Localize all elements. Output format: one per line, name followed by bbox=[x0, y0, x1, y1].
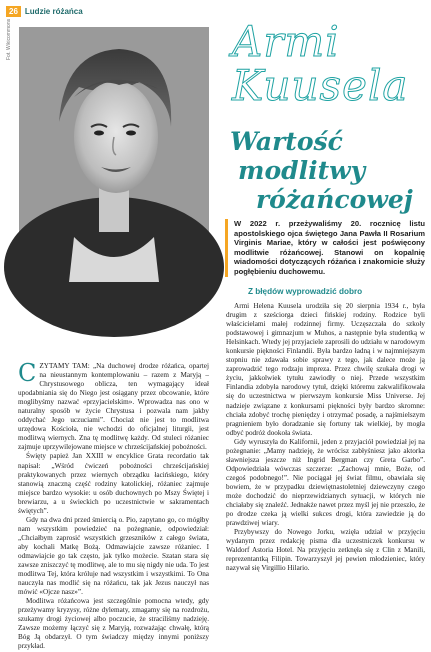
headline-line-3: różańcowej bbox=[256, 185, 413, 214]
body-paragraph: Armi Helena Kuusela urodziła się 20 sierpnia 1934 r., była drugim z sześciorga dzieci fińskiej rodziny. Rodzice byli właścicielami małej rodzinnej firmy. Uczęszczała do szkoły podstawowej i gimnazjum w Muhos, a następnie była studentką w Helsinkach. Wtedy jej przyjaciele zaprosili do udziału w narodowym konkursie piękności Finlandii. Była bardzo ładną i w najmniejszym stopniu nie zdawała sobie sprawy z tego, jak dalece może ją zaprowadzić tego rodzaju impreza. Przez chwilę szukała drogi w życiu, jakkolwiek tytułu zawiodły o niej. Przede wszystkim Finlandia zdobyła narodowy tytuł, dzięki któremu zakwalifikowała się do uczestnictwa w pierwszym konkursie Miss Universe. Jej nadzieje związane z konkursami piękności były bardzo skromne: chciała zdobyć trochę pieniędzy i otrzymać posadę, a najśmielszym pragnieniem było doradzanie się fortuny tak wielkiej, by mogła odbyć podróż dookoła świata. bbox=[226, 302, 425, 437]
photo-credit: Fot. Wikicommons bbox=[6, 18, 12, 60]
section-subheading: Z błędów wyprowadzić dobro bbox=[248, 287, 363, 296]
portrait-photo bbox=[19, 27, 209, 282]
portrait-illustration bbox=[19, 27, 209, 282]
body-paragraph: Gdy na dwa dni przed śmiercią o. Pio, zapytano go, co mógłby nam wszystkim powiedzieć na pożegnanie, odpowiedział: „Chciałbym zaprosić wszystkich grzeszników z całego świata, aby kochali Matkę Bożą. Odmawiajcie zawsze różaniec. I odmawiajcie go tak często, jak tylko możecie. Szatan stara się zawsze zniszczyć tę modlitwę, ale to mu się nigdy nie uda. To jest modlitwa Tej, która króluje nad wszystkim i wszystkimi. To Ona nauczyła nas modlić się na różańcu, tak jak Jezus nauczył nas mówić «Ojcze nasz»”. bbox=[18, 515, 209, 597]
body-paragraph: Święty papież Jan XXIII w encyklice Grata recordatio tak napisał: „Wśród ćwiczeń pobożności chrześcijańskiej praktykowanych przez wiernych obrządku łacińskiego, który stanowią znaczną część rodziny katolickiej, różaniec zajmuje miejsce bardzo wysokie: u osób duchownych po Mszy Świętej i brewiarzu, a u świeckich po uczestnictwie w sakramentach świętych”. bbox=[18, 452, 209, 515]
headline-line-2: modlitwy bbox=[238, 156, 366, 185]
body-paragraph: Przybywszy do Nowego Jorku, wzięła udział w przyjęciu wydanym przez redakcję pisma dla uczestniczek konkursu w Waldorf Astoria Hotel. Na przyjęciu zetknęła się z Clin z Manili, reprezentantką Filipin. Towarzyszył jej pewien młodzieniec, który nazywał się Virgillio Hilario. bbox=[226, 528, 425, 573]
right-column bbox=[226, 302, 425, 573]
section-name: Ludzie różańca bbox=[24, 7, 83, 16]
lead-text: W 2022 r. przeżywaliśmy 20. rocznicę listu apostolskiego ojca świętego Jana Pawła II Rosarium Virginis Mariae, który w całości jest poświęcony modlitwie różańcowej. Stanowi on kopalnię wiadomości dotyczących różańca i znakomicie służy pogłębieniu duchowemu. bbox=[234, 219, 425, 276]
left-column bbox=[18, 359, 209, 652]
title-first-name: Armi bbox=[232, 17, 340, 66]
article-title-name bbox=[222, 17, 422, 110]
page-header bbox=[6, 6, 83, 17]
body-paragraph: ZYTAMY TAM: „Na duchowej drodze różańca, opartej na nieustannym kontemplowaniu – razem z Maryją – Chrystusowego oblicza, ten wymagający ideał upodabniania się do Niego jest osiągany przez obcowanie, które moglibyśmy nazwać «przyjacielskim». Wprowadza nas ono w naturalny sposób w życie Chrystusa i pozwala nam jakby oddychać Jego uczuciami”. Chociaż nie jest to modlitwa urzędowa Kościoła, nie wchodzi do oficjalnej liturgii, jest modlitwą wiernych. Zna tę modlitwę każdy. Od stuleci różaniec zajmuje uprzywilejowane miejsce w chrześcijańskiej pobożności. bbox=[18, 362, 209, 452]
body-paragraph: Gdy wyruszyła do Kalifornii, jeden z przyjaciół powiedział jej na pożegnanie: „Mamy nadzieję, że wrócisz zabłyśniesz jako aktorka sławniejsza jeszcze niż Ingrid Bergman czy Greta Garbo”. Odpowiedziała wówczas szczerze: „Zachowaj mnie, Boże, od czegoś podobnego!”. Nie pociągał jej świat filmu, obawiała się bowiem, że w przypadku dziewiętnastoletniej dziewczyny czego może dochodzić do nieprzewidzianych sytuacji, w których nie chciałaby się znaleźć. Jednakże nawet przez myśl jej nie przeszło, że po drodze czeka ją wielki sukces drogi, która zawiedzie ją do prawdziwej wiary. bbox=[226, 437, 425, 528]
title-last-name: Kuusela bbox=[232, 61, 409, 110]
lead-paragraph bbox=[225, 219, 425, 277]
body-paragraph: Modlitwa różańcowa jest szczególnie pomocna wtedy, gdy przeżywamy kryzysy, różne dylematy, zmagamy się na rozdrożu, szukamy drogi życiowej albo poczucie, że straciliśmy nadzieję. Zawsze możemy łączyć się z Maryją, rozważając chwałę, którą Bóg Ją obdarzył. O tym świadczy między innymi poniższy przykład. bbox=[18, 597, 209, 651]
page-number: 26 bbox=[6, 6, 21, 17]
drop-cap: C bbox=[18, 359, 37, 387]
headline-line-1: Wartość bbox=[230, 127, 343, 156]
article-headline bbox=[228, 127, 423, 214]
